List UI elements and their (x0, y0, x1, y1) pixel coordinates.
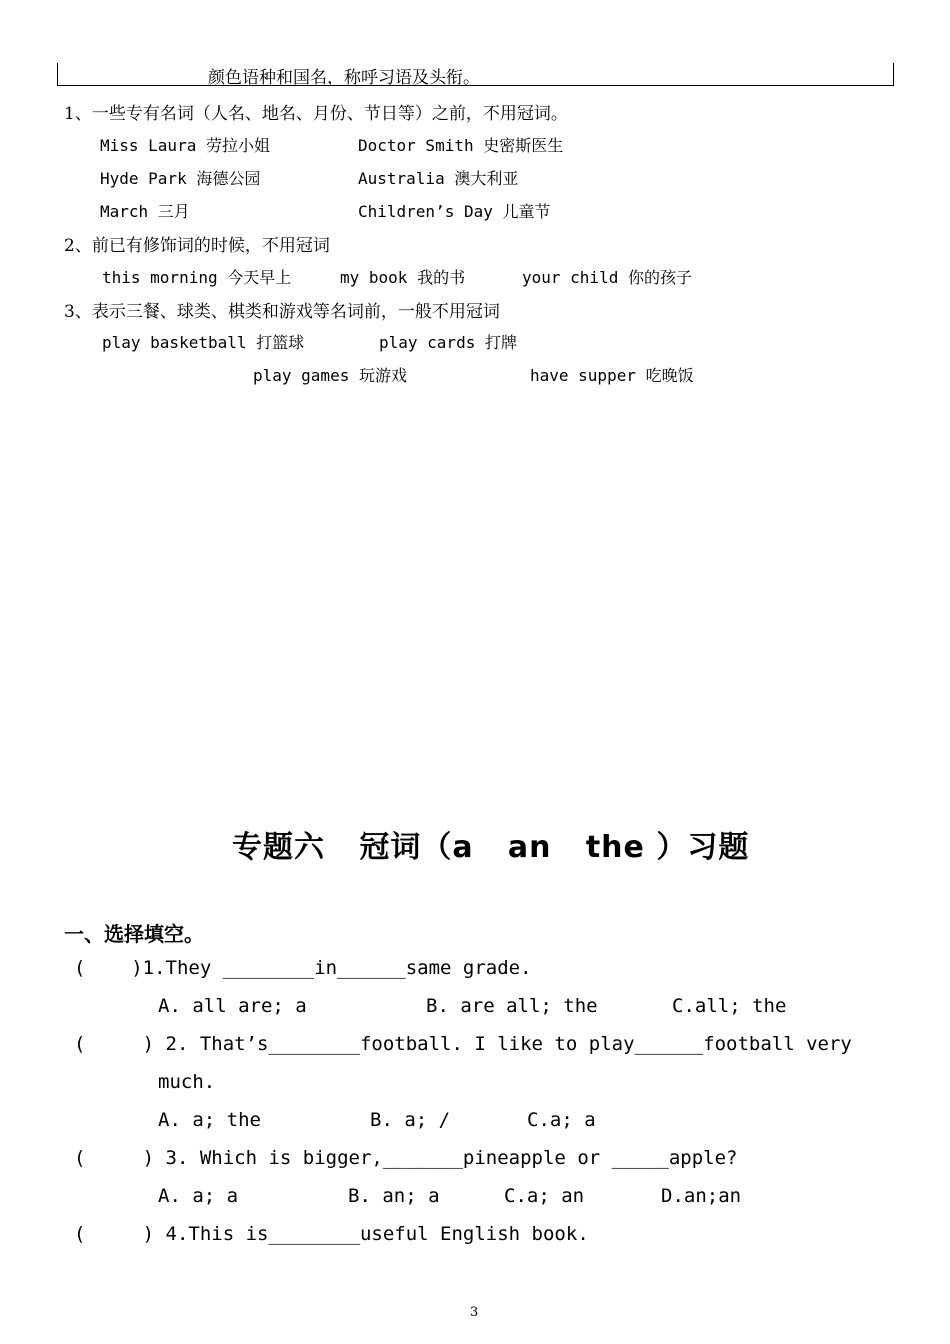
question-2-option-b: B. a; / (370, 1109, 451, 1131)
rule-1-heading: 1、一些专有名词（人名、地名、月份、节日等）之前，不用冠词。 (64, 104, 568, 124)
question-1-option-a: A. all are; a (158, 995, 307, 1017)
page-number: 3 (470, 1305, 479, 1320)
question-1-option-b: B. are all; the (426, 995, 598, 1017)
rule-1-example-4: Australia 澳大利亚 (358, 169, 519, 188)
question-3-option-d: D.an;an (661, 1185, 742, 1207)
question-3-stem: ( ) 3. Which is bigger,_______pineapple or _____apple? (74, 1147, 738, 1169)
rule-1-example-3: Hyde Park 海德公园 (100, 169, 261, 188)
rule-3-example-1: play basketball 打篮球 (102, 333, 305, 352)
question-2-stem-continued: much. (158, 1071, 216, 1093)
rule-1-example-1: Miss Laura 劳拉小姐 (100, 136, 270, 155)
question-3-option-b: B. an; a (348, 1185, 440, 1207)
rule-1-example-5: March 三月 (100, 202, 190, 221)
rule-3-heading: 3、表示三餐、球类、棋类和游戏等名词前，一般不用冠词 (64, 302, 500, 322)
rule-3-example-2: play cards 打牌 (379, 333, 517, 352)
exercise-title: 专题六 冠词（a an the ）习题 (232, 830, 750, 865)
rule-1-example-6: Children’s Day 儿童节 (358, 202, 551, 221)
rule-3-example-3: play games 玩游戏 (253, 366, 407, 385)
rule-3-example-4: have supper 吃晚饭 (530, 366, 694, 385)
rule-2-example-3: your child 你的孩子 (522, 268, 692, 287)
rule-2-example-1: this morning 今天早上 (102, 268, 292, 287)
question-4-stem: ( ) 4.This is________useful English book. (74, 1223, 589, 1245)
question-2-option-c: C.a; a (527, 1109, 596, 1131)
question-1-stem: ( )1.They ________in______same grade. (74, 957, 532, 979)
rule-2-example-2: my book 我的书 (340, 268, 466, 287)
question-1-option-c: C.all; the (672, 995, 787, 1017)
top-box-text: 颜色语种和国名，称呼习语及头衔。 (208, 68, 480, 88)
section-heading: 一、选择填空。 (64, 922, 204, 946)
question-2-option-a: A. a; the (158, 1109, 261, 1131)
question-3-option-c: C.a; an (504, 1185, 585, 1207)
rule-2-heading: 2、前已有修饰词的时候，不用冠词 (64, 236, 330, 256)
question-2-stem: ( ) 2. That’s________football. I like to play______football very (74, 1033, 852, 1055)
rule-1-example-2: Doctor Smith 史密斯医生 (358, 136, 564, 155)
question-3-option-a: A. a; a (158, 1185, 239, 1207)
